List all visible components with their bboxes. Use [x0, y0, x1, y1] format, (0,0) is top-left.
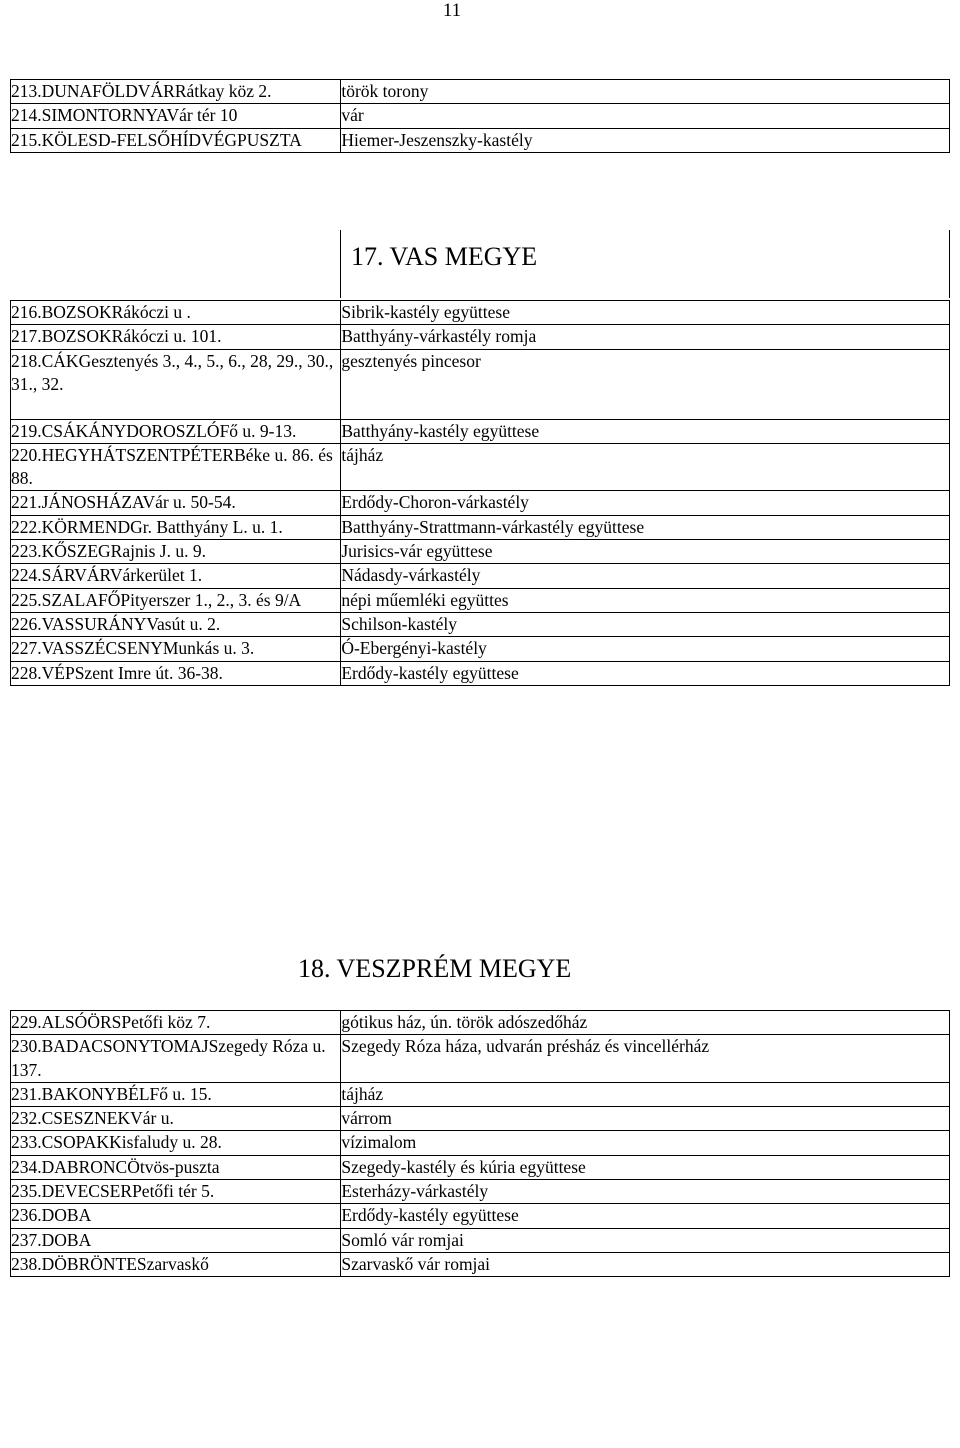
description-cell	[341, 1155, 950, 1179]
address: Szent Imre út. 36-38.	[74, 662, 223, 683]
table-row	[11, 588, 950, 612]
table-row	[11, 419, 950, 443]
table-row	[11, 540, 950, 564]
address: Rátkay köz 2.	[174, 81, 272, 101]
heritage-table-veszprem	[10, 1010, 950, 1277]
location-cell	[11, 1107, 341, 1131]
description-cell	[341, 515, 950, 539]
location-cell	[11, 540, 341, 564]
table-row	[11, 1228, 950, 1252]
address: Vár u.	[130, 1108, 174, 1129]
entry-number: 216.	[11, 302, 42, 322]
location-cell	[11, 1180, 341, 1204]
location-cell	[11, 588, 341, 612]
section-title-vas: 17. VAS MEGYE	[351, 242, 538, 271]
monument-description: Ó-Ebergényi-kastély	[341, 638, 487, 659]
location-cell	[11, 1204, 341, 1228]
entry-number: 233.	[11, 1132, 42, 1153]
monument-description: gótikus ház, ún. török adószedőház	[341, 1012, 588, 1032]
monument-description: Szegedy Róza háza, udvarán présház és vincellérház	[341, 1036, 710, 1057]
table-row	[11, 612, 950, 636]
entry-number: 231.	[11, 1083, 42, 1104]
town-name: VÉP	[41, 662, 75, 683]
description-cell	[341, 1180, 950, 1204]
monument-description: Batthyány-kastély együttese	[341, 420, 540, 441]
address: Munkás u. 3.	[162, 638, 255, 659]
entry-number: 222.	[11, 516, 42, 537]
table-row	[11, 349, 950, 419]
description-cell	[341, 1228, 950, 1252]
address: Rákóczi u. 101.	[111, 326, 222, 347]
address: Rajnis J. u. 9.	[110, 541, 206, 562]
monument-description: Batthyány-várkastély romja	[341, 326, 537, 347]
entry-number: 217.	[11, 326, 42, 347]
location-cell	[11, 1228, 341, 1252]
table-row	[11, 104, 950, 128]
description-cell	[341, 540, 950, 564]
table-row	[11, 1252, 950, 1276]
description-cell	[341, 128, 950, 152]
entry-number: 215.	[11, 129, 42, 150]
monument-description: tájház	[341, 444, 384, 465]
entry-number: 234.	[11, 1156, 42, 1177]
description-cell	[341, 301, 950, 325]
town-name: CSÁKÁNYDOROSZLÓ	[41, 420, 220, 441]
address: Rákóczi u .	[111, 302, 191, 322]
town-name: VASSURÁNY	[41, 613, 147, 634]
entry-number: 229.	[11, 1012, 42, 1032]
description-cell	[341, 443, 950, 491]
table-row	[11, 1035, 950, 1083]
table-row	[11, 637, 950, 661]
monument-description: népi műemléki együttes	[341, 589, 509, 610]
entry-number: 219.	[11, 420, 42, 441]
description-cell	[341, 1035, 950, 1083]
table-row	[11, 661, 950, 685]
town-name: DUNAFÖLDVÁR	[41, 81, 175, 101]
location-cell	[11, 1082, 341, 1106]
description-cell	[341, 612, 950, 636]
monument-description: Hiemer-Jeszenszky-kastély	[341, 129, 533, 150]
description-cell	[341, 491, 950, 515]
entry-number: 237.	[11, 1229, 42, 1250]
description-cell	[341, 1252, 950, 1276]
heritage-table-vas	[10, 300, 950, 686]
address: Szarvaskő	[136, 1253, 209, 1274]
description-cell	[341, 80, 950, 104]
address: Petőfi tér 5.	[132, 1181, 215, 1202]
location-cell	[11, 564, 341, 588]
address: Petőfi köz 7.	[121, 1012, 211, 1032]
location-cell	[11, 349, 341, 419]
town-name: HEGYHÁTSZENTPÉTER	[41, 444, 235, 465]
table-row	[11, 301, 950, 325]
address: Szegedy Róza u. 137.	[11, 1036, 326, 1080]
monument-description: Esterházy-várkastély	[341, 1181, 489, 1202]
town-name: BOZSOK	[41, 326, 112, 347]
entry-number: 236.	[11, 1205, 42, 1226]
monument-description: Szegedy-kastély és kúria együttese	[341, 1156, 586, 1177]
location-cell	[11, 1252, 341, 1276]
location-cell	[11, 325, 341, 349]
description-cell	[341, 1082, 950, 1106]
table-row	[11, 515, 950, 539]
town-name: KÖRMEND	[41, 516, 131, 537]
location-cell	[11, 1035, 341, 1083]
table-row	[11, 564, 950, 588]
address: Pityerszer 1., 2., 3. és 9/A	[120, 589, 302, 610]
monument-description: várrom	[341, 1108, 392, 1129]
town-name: DOBA	[41, 1229, 92, 1250]
address: Gesztenyés 3., 4., 5., 6., 28, 29., 30., 31., 32.	[11, 350, 334, 394]
monument-description: gesztenyés pincesor	[341, 350, 481, 371]
monument-description: Szarvaskő vár romjai	[341, 1253, 491, 1274]
entry-number: 238.	[11, 1253, 42, 1274]
monument-description: Erdődy-kastély együttese	[341, 662, 519, 683]
entry-number: 230.	[11, 1036, 42, 1057]
location-cell	[11, 419, 341, 443]
section-title-veszprem: 18. VESZPRÉM MEGYE	[298, 954, 572, 983]
town-name: CÁK	[41, 350, 79, 371]
table-row	[11, 1131, 950, 1155]
town-name: ALSÓÖRS	[41, 1012, 122, 1032]
monument-description: Somló vár romjai	[341, 1229, 464, 1250]
monument-description: Nádasdy-várkastély	[341, 565, 481, 586]
entry-number: 213.	[11, 81, 42, 101]
location-cell	[11, 1011, 341, 1035]
address: Gr. Batthyány L. u. 1.	[130, 516, 283, 537]
location-cell	[11, 661, 341, 685]
entry-number: 218.	[11, 350, 42, 371]
location-cell	[11, 128, 341, 152]
description-cell	[341, 588, 950, 612]
section-heading-vas	[10, 230, 950, 298]
town-name: BAKONYBÉL	[41, 1083, 150, 1104]
table-row	[11, 1204, 950, 1228]
monument-description: török torony	[341, 81, 429, 101]
address: Vasút u. 2.	[146, 613, 221, 634]
description-cell	[341, 1011, 950, 1035]
location-cell	[11, 491, 341, 515]
town-name: BOZSOK	[41, 302, 112, 322]
table-row	[11, 1155, 950, 1179]
address: Vár tér 10	[166, 105, 238, 126]
page-number: 11	[442, 0, 462, 21]
entry-number: 235.	[11, 1181, 42, 1202]
location-cell	[11, 1131, 341, 1155]
location-cell	[11, 515, 341, 539]
address: Béke u. 86. és 88.	[11, 444, 333, 489]
table-row	[11, 1082, 950, 1106]
description-cell	[341, 1107, 950, 1131]
monument-description: Jurisics-vár együttese	[341, 541, 493, 562]
monument-description: Schilson-kastély	[341, 613, 458, 634]
monument-description: Erdődy-kastély együttese	[341, 1205, 519, 1226]
entry-number: 227.	[11, 638, 42, 659]
table-row	[11, 80, 950, 104]
monument-description: tájház	[341, 1083, 384, 1104]
description-cell	[341, 325, 950, 349]
town-name: SZALAFŐ	[41, 589, 121, 610]
monument-description: Sibrik-kastély együttese	[341, 302, 510, 322]
table-row	[11, 1180, 950, 1204]
entry-number: 223.	[11, 541, 42, 562]
entry-number: 220.	[11, 444, 42, 465]
table-row	[11, 491, 950, 515]
town-name: DEVECSER	[41, 1181, 133, 1202]
address: Fő u. 15.	[149, 1083, 212, 1104]
table-row	[11, 325, 950, 349]
town-name: SÁRVÁR	[41, 565, 110, 586]
address: Vár u. 50-54.	[142, 492, 236, 513]
monument-description: vár	[341, 105, 364, 126]
location-cell	[11, 443, 341, 491]
table-row	[11, 443, 950, 491]
table-row	[11, 1011, 950, 1035]
entry-number: 224.	[11, 565, 42, 586]
location-cell	[11, 104, 341, 128]
town-name: BADACSONYTOMAJ	[41, 1036, 209, 1057]
town-name: DABRONC	[41, 1156, 128, 1177]
town-name: KÖLESD-	[41, 129, 117, 150]
description-cell	[341, 661, 950, 685]
entry-number: 214.	[11, 105, 42, 126]
description-cell	[341, 1131, 950, 1155]
town-name: CSOPAK	[41, 1132, 110, 1153]
monument-description: vízimalom	[341, 1132, 417, 1153]
town-name: SIMONTORNYA	[41, 105, 167, 126]
location-cell	[11, 612, 341, 636]
description-cell	[341, 349, 950, 419]
table-row	[11, 128, 950, 152]
entry-number: 232.	[11, 1108, 42, 1129]
entry-number: 225.	[11, 589, 42, 610]
location-cell	[11, 637, 341, 661]
location-cell	[11, 1155, 341, 1179]
entry-number: 226.	[11, 613, 42, 634]
address: Várkerület 1.	[109, 565, 203, 586]
entry-number: 221.	[11, 492, 42, 513]
monument-description: Erdődy-Choron-várkastély	[341, 492, 529, 513]
description-cell	[341, 1204, 950, 1228]
town-name: VASSZÉCSENY	[41, 638, 163, 659]
town-name: DOBA	[41, 1205, 92, 1226]
town-name: JÁNOSHÁZA	[41, 492, 143, 513]
table-row	[11, 1107, 950, 1131]
heritage-table-tolna	[10, 79, 950, 153]
description-cell	[341, 637, 950, 661]
address: Fő u. 9-13.	[219, 420, 297, 441]
description-cell	[341, 104, 950, 128]
description-cell	[341, 419, 950, 443]
town-name: KŐSZEG	[41, 541, 111, 562]
address: Kisfaludy u. 28.	[109, 1132, 222, 1153]
town-name: DÖBRÖNTE	[41, 1253, 137, 1274]
address: FELSŐHÍDVÉGPUSZTA	[116, 129, 302, 150]
address: Ötvös-puszta	[127, 1156, 220, 1177]
entry-number: 228.	[11, 662, 42, 683]
location-cell	[11, 301, 341, 325]
monument-description: Batthyány-Strattmann-várkastély együttese	[341, 516, 645, 537]
description-cell	[341, 564, 950, 588]
town-name: CSESZNEK	[41, 1108, 131, 1129]
location-cell	[11, 80, 341, 104]
